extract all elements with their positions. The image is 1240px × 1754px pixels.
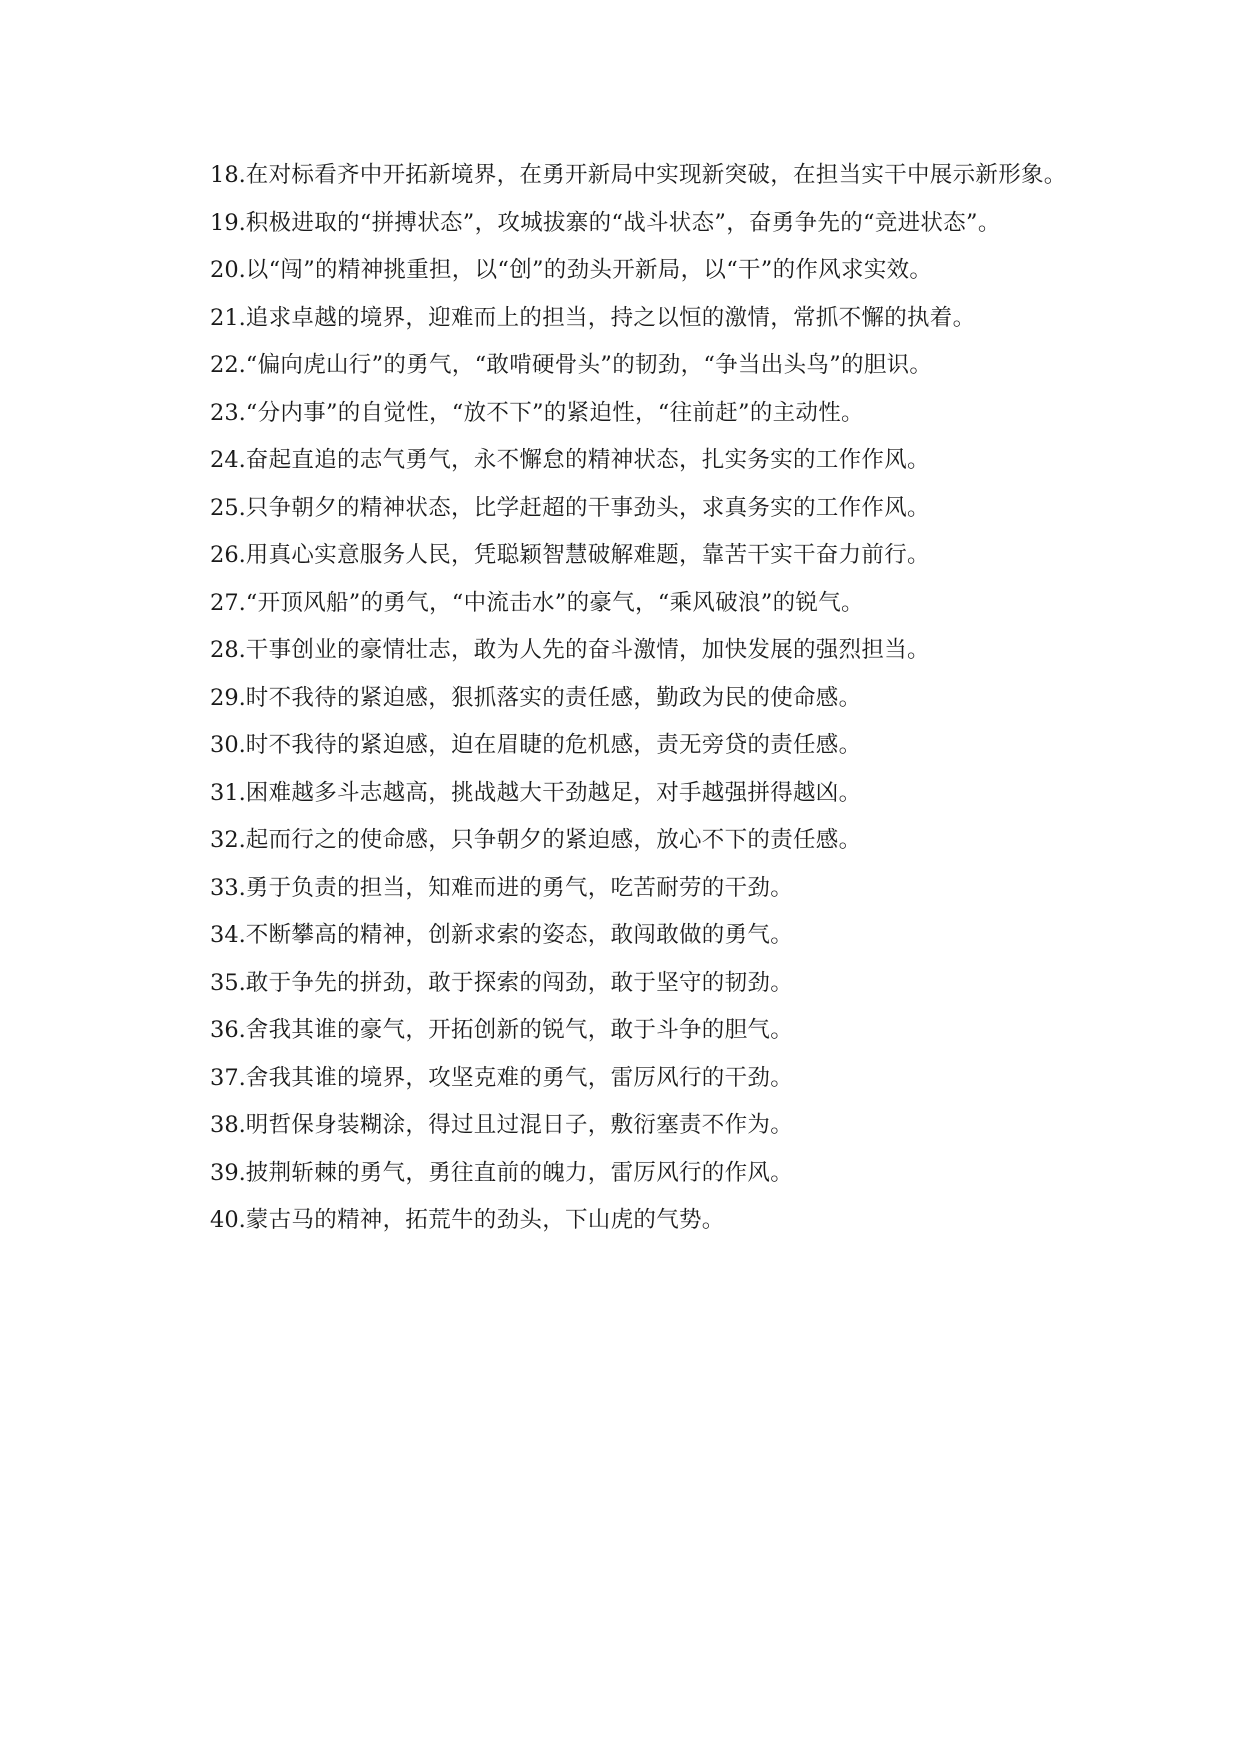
item-number: 25. [210,494,246,521]
item-text: 时不我待的紧迫感，狠抓落实的责任感，勤政为民的使命感。 [245,684,862,711]
document-page [160,160,1095,1253]
item-text: 起而行之的使命感，只争朝夕的紧迫感，放心不下的责任感。 [245,827,862,853]
item-number: 38. [210,1112,246,1138]
item-number: 18. [210,162,246,188]
item-text: 干事创业的豪情壮志，敢为人先的奋斗激情，加快发展的强烈担当。 [245,637,930,663]
list-item [160,350,1095,381]
item-number: 30. [210,732,246,758]
item-number: 31. [210,779,246,806]
list-item [160,445,1095,476]
item-number: 26. [210,542,246,568]
item-text: 在对标看齐中开拓新境界，在勇开新局中实现新突破，在担当实干中展示新形象。 [245,162,1067,188]
item-number: 19. [210,209,246,236]
item-text: 以“闯”的精神挑重担，以“创”的劲头开新局，以“干”的作风求实效。 [245,257,933,283]
list-item [160,1158,1095,1189]
item-number: 24. [210,447,246,473]
item-text: 舍我其谁的豪气，开拓创新的锐气，敢于斗争的胆气。 [245,1017,793,1043]
item-number: 34. [210,922,246,948]
list-item [160,968,1095,999]
list-item [160,303,1095,334]
list-item [160,493,1095,524]
list-item [160,160,1095,191]
item-text: 困难越多斗志越高，挑战越大干劲越足，对手越强拼得越凶。 [245,779,862,806]
list-item [160,1063,1095,1094]
item-text: 蒙古马的精神，拓荒牛的劲头，下山虎的气势。 [245,1207,725,1233]
item-number: 22. [210,352,246,378]
item-text: 只争朝夕的精神状态，比学赶超的干事劲头，求真务实的工作作风。 [245,494,930,521]
item-text: 时不我待的紧迫感，迫在眉睫的危机感，责无旁贷的责任感。 [245,732,862,758]
item-number: 35. [210,969,246,996]
item-number: 36. [210,1017,246,1043]
item-number: 33. [210,874,246,901]
item-text: “偏向虎山行”的勇气，“敢啃硬骨头”的韧劲，“争当出头鸟”的胆识。 [245,352,933,378]
list-item [160,778,1095,809]
list-item [160,920,1095,951]
item-text: 披荆斩棘的勇气，勇往直前的魄力，雷厉风行的作风。 [245,1159,793,1186]
list-item [160,255,1095,286]
item-number: 32. [210,827,246,853]
item-text: 舍我其谁的境界，攻坚克难的勇气，雷厉风行的干劲。 [245,1064,793,1091]
list-item [160,825,1095,856]
list-item [160,540,1095,571]
item-text: 积极进取的“拼搏状态”，攻城拔寨的“战斗状态”，奋勇争先的“竞进状态”。 [245,209,1001,236]
list-item [160,730,1095,761]
list-item [160,1205,1095,1236]
item-number: 20. [210,257,246,283]
item-text: 不断攀高的精神，创新求索的姿态，敢闯敢做的勇气。 [245,922,793,948]
item-number: 21. [210,304,246,331]
item-text: 奋起直追的志气勇气，永不懈怠的精神状态，扎实务实的工作作风。 [245,447,930,473]
list-item [160,588,1095,619]
item-text: “开顶风船”的勇气，“中流击水”的豪气，“乘风破浪”的锐气。 [245,589,864,616]
item-text: 用真心实意服务人民，凭聪颖智慧破解难题，靠苦干实干奋力前行。 [245,542,930,568]
list-item [160,398,1095,429]
item-text: 追求卓越的境界，迎难而上的担当，持之以恒的激情，常抓不懈的执着。 [245,304,976,331]
item-text: “分内事”的自觉性，“放不下”的紧迫性，“往前赶”的主动性。 [245,399,864,426]
item-number: 37. [210,1064,246,1091]
item-number: 29. [210,684,246,711]
list-item [160,208,1095,239]
list-item [160,873,1095,904]
item-number: 39. [210,1159,246,1186]
item-text: 勇于负责的担当，知难而进的勇气，吃苦耐劳的干劲。 [245,874,793,901]
list-item [160,1110,1095,1141]
item-number: 23. [210,399,246,426]
item-text: 明哲保身装糊涂，得过且过混日子，敷衍塞责不作为。 [245,1112,793,1138]
item-number: 40. [210,1207,246,1233]
list-item [160,683,1095,714]
item-number: 27. [210,589,246,616]
item-number: 28. [210,637,246,663]
list-item [160,635,1095,666]
list-item [160,1015,1095,1046]
item-text: 敢于争先的拼劲，敢于探索的闯劲，敢于坚守的韧劲。 [245,969,793,996]
